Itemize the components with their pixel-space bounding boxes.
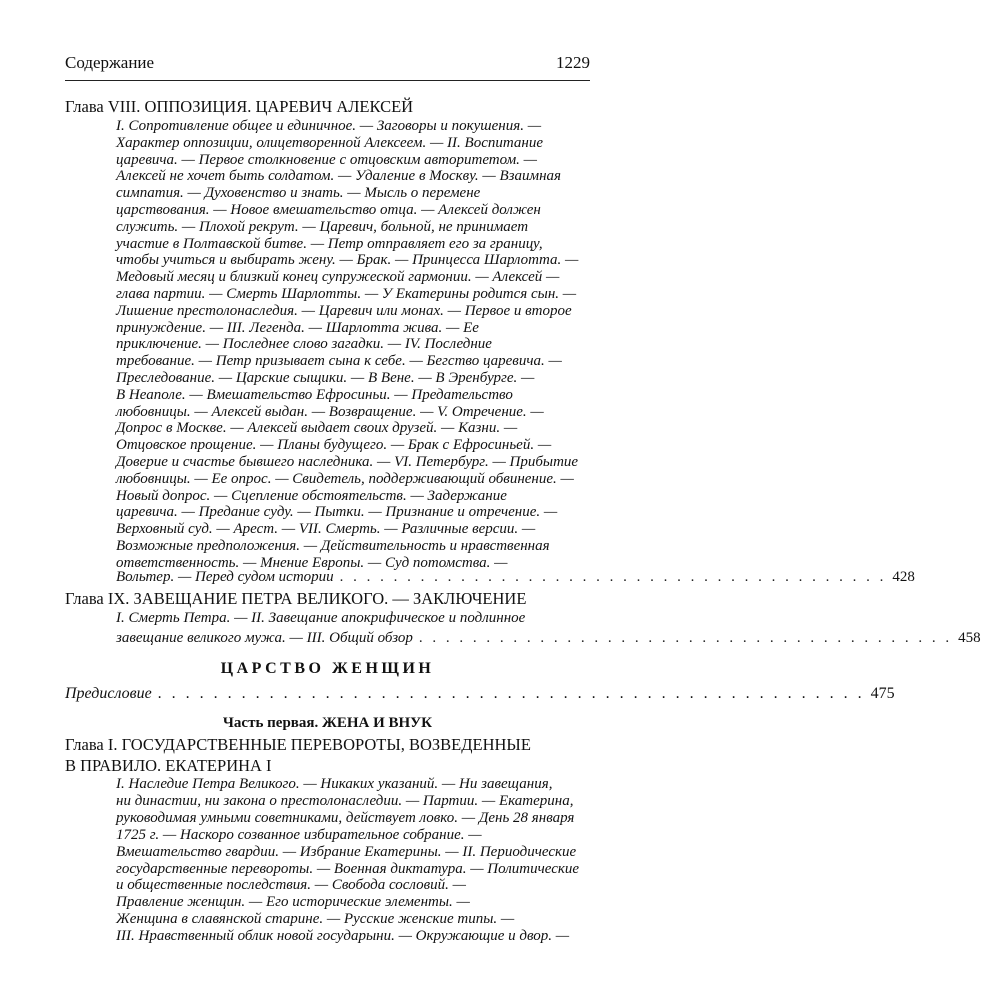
summary-line: I. Наследие Петра Великого. — Никаких указаний. — Ни завещания, bbox=[116, 776, 553, 792]
chapter-8-title: Глава VIII. ОППОЗИЦИЯ. ЦАРЕВИЧ АЛЕКСЕЙ bbox=[65, 97, 414, 116]
summary-line: и общественные последствия. — Свобода сословий. — bbox=[116, 877, 466, 894]
summary-line: симпатия. — Духовенство и знать. — Мысль о перемене bbox=[116, 185, 481, 202]
summary-line: 1725 г. — Наскоро созванное избирательное собрание. — bbox=[116, 826, 482, 843]
summary-line: любовницы. — Алексей выдан. — Возвращение. — V. Отречение. — bbox=[116, 403, 544, 420]
summary-line: любовницы. — Ее опрос. — Свидетель, поддерживающий обвинение. — bbox=[116, 470, 574, 487]
summary-line: Правление женщин. — Его исторические элементы. — bbox=[116, 894, 470, 911]
summary-line: Алексей не хочет быть солдатом. — Удаление в Москву. — Взаимная bbox=[116, 168, 561, 185]
summary-line: Возможные предположения. — Действительность и нравственная bbox=[116, 538, 550, 554]
section-title: ЦАРСТВО ЖЕНЩИН bbox=[220, 660, 435, 677]
chapter-9-page: 458 bbox=[958, 630, 981, 646]
summary-line: Верховный суд. — Арест. — VII. Смерть. — Различные версии. — bbox=[116, 521, 536, 538]
summary-line: царевича. — Первое столкновение с отцовским авторитетом. — bbox=[116, 151, 537, 168]
chapter-1-title-line-2: В ПРАВИЛО. ЕКАТЕРИНА I bbox=[65, 756, 272, 775]
summary-line: царевича. — Предание суду. — Пытки. — Признание и отречение. — bbox=[116, 504, 558, 521]
preface-label: Предисловие bbox=[65, 685, 152, 702]
header-rule bbox=[65, 80, 590, 81]
summary-line: Новый допрос. — Сцепление обстоятельств. — Задержание bbox=[116, 487, 507, 504]
dot-leader: . . . . . . . . . . . . . . . . . . . . . . . . . . . . . . . . . . . . . . . . bbox=[418, 630, 953, 646]
summary-line: Отцовское прощение. — Планы будущего. — Брак с Ефросиньей. — bbox=[116, 437, 552, 454]
summary-line: ни династии, ни закона о престолонаследии. — Партии. — Екатерина, bbox=[116, 792, 574, 809]
summary-line: приключение. — Последнее слово загадки. — IV. Последние bbox=[116, 336, 492, 353]
summary-line: В Неаполе. — Вмешательство Ефросиньи. — Предательство bbox=[116, 386, 513, 403]
chapter-9-last-line bbox=[116, 630, 981, 647]
header-page-number: 1229 bbox=[556, 53, 590, 72]
chapter-8-last-line bbox=[116, 569, 915, 586]
chapter-8-last-text: Вольтер. — Перед судом истории bbox=[116, 569, 334, 585]
chapter-9-last-text: завещание великого мужа. — III. Общий обзор bbox=[116, 630, 413, 646]
summary-line: Медовый месяц и близкий конец супружеской гармонии. — Алексей — bbox=[116, 269, 560, 286]
summary-line: Лишение престолонаследия. — Царевич или монах. — Первое и второе bbox=[116, 302, 572, 319]
summary-line: государственные перевороты. — Военная диктатура. — Политические bbox=[116, 860, 580, 877]
summary-line: царствования. — Новое вмешательство отца. — Алексей должен bbox=[116, 202, 541, 218]
preface-page: 475 bbox=[870, 685, 895, 702]
summary-line: чтобы учиться и выбирать жену. — Брак. — Принцесса Шарлотта. — bbox=[116, 252, 579, 269]
chapter-9-line: I. Смерть Петра. — II. Завещание апокрифическое и подлинное bbox=[116, 610, 526, 626]
summary-line: III. Нравственный облик новой государыни. — Окружающие и двор. — bbox=[116, 928, 570, 945]
dot-leader: . . . . . . . . . . . . . . . . . . . . . . . . . . . . . . . . . . . . . . . . . . . . . . . . . . . bbox=[157, 685, 865, 702]
summary-line: I. Сопротивление общее и единичное. — Заговоры и покушения. — bbox=[116, 118, 542, 134]
summary-line: Доверие и счастье бывшего наследника. — VI. Петербург. — Прибытие bbox=[116, 454, 579, 470]
summary-line: Преследование. — Царские сыщики. — В Вене. — В Эренбурге. — bbox=[116, 370, 535, 386]
summary-line: требование. — Петр призывает сына к себе. — Бегство царевича. — bbox=[116, 353, 562, 370]
summary-line: принуждение. — III. Легенда. — Шарлотта жива. — Ее bbox=[116, 319, 479, 336]
summary-line: участие в Полтавской битве. — Петр отправляет его за границу, bbox=[116, 235, 543, 252]
summary-line: Характер оппозиции, олицетворенной Алексеем. — II. Воспитание bbox=[116, 134, 543, 151]
running-header bbox=[65, 53, 590, 77]
summary-line: Женщина в славянской старине. — Русские женские типы. — bbox=[116, 911, 515, 928]
summary-line: ответственность. — Мнение Европы. — Суд потомства. — bbox=[116, 554, 508, 571]
summary-line: Вмешательство гвардии. — Избрание Екатерины. — II. Периодические bbox=[116, 843, 577, 860]
summary-line: глава партии. — Смерть Шарлотты. — У Екатерины родится сын. — bbox=[116, 286, 577, 302]
chapter-1-title-line-1: Глава I. ГОСУДАРСТВЕННЫЕ ПЕРЕВОРОТЫ, ВОЗВЕДЕННЫЕ bbox=[65, 735, 531, 754]
chapter-9-title: Глава IX. ЗАВЕЩАНИЕ ПЕТРА ВЕЛИКОГО. — ЗАКЛЮЧЕНИЕ bbox=[65, 589, 527, 608]
part-title: Часть первая. ЖЕНА И ВНУК bbox=[222, 715, 433, 731]
summary-line: Допрос в Москве. — Алексей выдает своих друзей. — Казни. — bbox=[116, 420, 518, 437]
summary-line: руководимая умными советниками, действует ловко. — День 28 января bbox=[116, 809, 575, 826]
summary-line: служить. — Плохой рекрут. — Царевич, больной, не принимает bbox=[116, 218, 529, 235]
preface-line bbox=[65, 685, 895, 703]
dot-leader: . . . . . . . . . . . . . . . . . . . . . . . . . . . . . . . . . . . . . . . . . bbox=[339, 569, 887, 585]
header-title: Содержание bbox=[65, 53, 155, 72]
chapter-8-page: 428 bbox=[892, 569, 915, 585]
